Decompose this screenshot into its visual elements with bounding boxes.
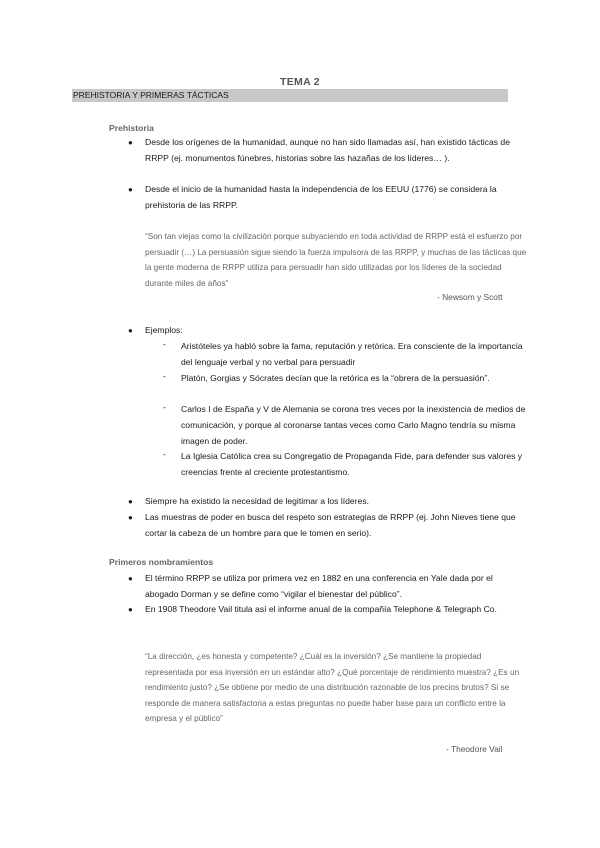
quote-author: - Newsom y Scott — [437, 292, 503, 302]
bullet-icon: ● — [128, 513, 133, 522]
bullet-text: En 1908 Theodore Vail titula así el informe anual de la compañía Telephone & Telegraph Co. — [145, 604, 497, 614]
bullet-text: Siempre ha existido la necesidad de legitimar a los líderes. — [145, 496, 370, 506]
subheading-prehistoria: Prehistoria — [109, 123, 154, 133]
bullet-icon: ● — [128, 605, 133, 614]
examples-label: Ejemplos: — [145, 325, 183, 335]
example-item: Platón, Gorgias y Sócrates decían que la retórica es la “obrera de la persuasión”. — [181, 373, 490, 383]
section-heading-bar: PREHISTORIA Y PRIMERAS TÁCTICAS — [72, 89, 508, 102]
bullet-icon: ● — [128, 326, 133, 335]
example-item: Carlos I de España y V de Alemania se corona tres veces por la inexistencia de medios de comunicación, y porque al coronarse tantas veces como Carlo Magno tendría su misma imagen de poder. — [181, 404, 526, 446]
dash-icon: - — [163, 371, 166, 381]
bullet-icon: ● — [128, 138, 133, 147]
quote-newsom-scott: “Son tan viejas como la civilización porque subyaciendo en toda actividad de RRPP está el esfuerzo por persuadir (…) La persuasión sigue siendo la fuerza impulsora de las RRPP, y muchas de las tácticas que la gente moderna de RRPP utiliza para persuadir han sido utilizadas por los líderes de la sociedad durante miles de años” — [145, 232, 527, 288]
page-title: TEMA 2 — [280, 76, 320, 88]
example-item: Aristóteles ya habló sobre la fama, reputación y retórica. Era consciente de la importancia del lenguaje verbal y no verbal para persuadir — [181, 341, 523, 367]
dash-icon: - — [163, 339, 166, 349]
bullet-text: Desde el inicio de la humanidad hasta la independencia de los EEUU (1776) se considera la prehistoria de las RRPP. — [145, 184, 497, 210]
bullet-icon: ● — [128, 574, 133, 583]
subheading-primeros-nombramientos: Primeros nombramientos — [109, 557, 214, 567]
dash-icon: - — [163, 402, 166, 412]
bullet-text: Desde los orígenes de la humanidad, aunque no han sido llamadas así, han existido tácticas de RRPP (ej. monumentos fúnebres, historias sobre las hazañas de los líderes… ). — [145, 137, 510, 163]
bullet-icon: ● — [128, 185, 133, 194]
bullet-text: El término RRPP se utiliza por primera vez en 1882 en una conferencia en Yale dada por el abogado Dorman y se define como “vigilar el bienestar del público”. — [145, 573, 493, 599]
quote-theodore-vail: “La dirección, ¿es honesta y competente? ¿Cuál es la inversión? ¿Se mantiene la propiedad representada por esa inversión en un estándar alto? ¿Qué porcentaje de rendimiento muestra? ¿Es un rendimiento justo? ¿Se obtiene por medio de una distribución razonable de los precios brutos? Si se responde de manera satisfactoria a estas preguntas no puede haber base para un conflicto entre la empresa y el público” — [145, 652, 520, 723]
example-item: La Iglesia Católica crea su Congregatio de Propaganda Fide, para defender sus valores y creencias frente al creciente protestantismo. — [181, 451, 523, 477]
bullet-icon: ● — [128, 497, 133, 506]
bullet-text: Las muestras de poder en busca del respeto son estrategias de RRPP (ej. John Nieves tiene que cortar la cabeza de un hombre para que le tomen en serio). — [145, 512, 516, 538]
dash-icon: - — [163, 449, 166, 459]
quote-author: - Theodore Vail — [446, 744, 503, 754]
